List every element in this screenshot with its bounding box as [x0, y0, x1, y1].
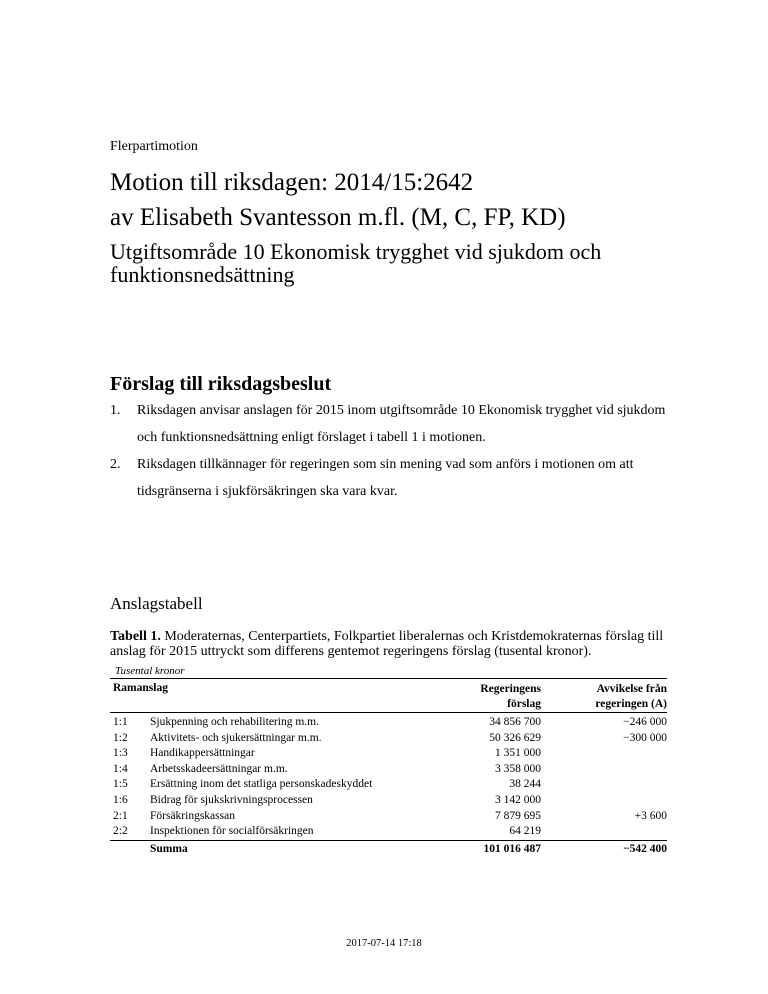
row-code: 1:5	[113, 778, 128, 791]
table-row	[110, 715, 667, 731]
table-row	[110, 746, 667, 762]
row-deviation-value: −300 000	[623, 731, 667, 744]
table-row	[110, 731, 667, 747]
sum-label: Summa	[150, 842, 188, 855]
table-caption	[110, 629, 670, 659]
row-code: 1:6	[113, 793, 128, 806]
row-government-value: 50 326 629	[489, 731, 541, 744]
row-name: Ersättning inom det statliga personskadeskyddet	[150, 778, 373, 791]
table-row	[110, 793, 667, 809]
proposal-number: 1.	[110, 403, 121, 418]
row-government-value: 3 358 000	[495, 762, 541, 775]
proposal-item	[110, 397, 670, 451]
row-government-value: 34 856 700	[489, 716, 541, 728]
table-row	[110, 824, 667, 840]
row-government-value: 3 142 000	[495, 793, 541, 806]
row-name: Handikappersättningar	[150, 747, 255, 760]
row-government-value: 1 351 000	[495, 747, 541, 760]
table-header	[110, 678, 667, 713]
proposal-item	[110, 451, 670, 505]
table-sum-row	[110, 840, 667, 858]
row-government-value: 7 879 695	[495, 809, 541, 822]
row-name: Aktivitets- och sjukersättningar m.m.	[150, 731, 322, 744]
row-name: Bidrag för sjukskrivningsprocessen	[150, 793, 313, 806]
row-code: 1:2	[113, 731, 128, 744]
appropriation-table	[110, 678, 667, 858]
table-row	[110, 777, 667, 793]
row-deviation-value: −246 000	[623, 716, 667, 728]
header-government-proposal: Regeringens förslag	[480, 683, 541, 710]
row-government-value: 38 244	[509, 778, 541, 791]
row-name: Inspektionen för socialförsäkringen	[150, 825, 314, 838]
row-code: 1:1	[113, 716, 128, 728]
topic-line-2: funktionsnedsättning	[110, 262, 295, 287]
table-row	[110, 809, 667, 825]
header-deviation: Avvikelse från regeringen (A)	[595, 683, 667, 710]
proposal-text: Riksdagen tillkännager för regeringen som sin mening vad som anförs i motionen om att tidsgränserna i sjukförsäkringen ska vara kvar.	[137, 457, 634, 499]
table-row	[110, 762, 667, 778]
proposal-number: 2.	[110, 457, 121, 472]
sum-government-value: 101 016 487	[483, 842, 541, 855]
row-code: 2:1	[113, 809, 128, 822]
row-code: 2:2	[113, 825, 128, 838]
row-name: Sjukpenning och rehabilitering m.m.	[150, 716, 319, 728]
table-caption-label: Tabell 1.	[110, 629, 161, 644]
table-body	[110, 713, 667, 840]
row-name: Försäkringskassan	[150, 809, 235, 822]
table-caption-text: Moderaternas, Centerpartiets, Folkpartiet liberalernas och Kristdemokraternas förslag till anslag för 2015 uttryckt som differens gentemot regeringens förslag (tusental kronor).	[110, 629, 664, 659]
table-section-heading: Anslagstabell	[110, 594, 203, 613]
table-unit: Tusental kronor	[115, 665, 185, 677]
header-ramanslag: Ramanslag	[113, 682, 168, 694]
document-authors: av Elisabeth Svantesson m.fl. (M, C, FP, KD)	[110, 204, 566, 231]
topic-line-1: Utgiftsområde 10 Ekonomisk trygghet vid sjukdom och	[110, 239, 602, 264]
row-government-value: 64 219	[509, 825, 541, 838]
row-code: 1:4	[113, 762, 128, 775]
row-code: 1:3	[113, 747, 128, 760]
document-title: Motion till riksdagen: 2014/15:2642	[110, 169, 474, 196]
proposal-text: Riksdagen anvisar anslagen för 2015 inom utgiftsområde 10 Ekonomisk trygghet vid sjukdom och funktionsnedsättning enligt förslaget i tabell 1 i motionen.	[137, 403, 666, 445]
document-kicker: Flerpartimotion	[110, 139, 198, 154]
proposals-heading: Förslag till riksdagsbeslut	[110, 373, 332, 395]
row-deviation-value: +3 600	[634, 809, 667, 822]
row-name: Arbetsskadeersättningar m.m.	[150, 762, 288, 775]
sum-deviation-value: −542 400	[623, 842, 667, 855]
footer-timestamp: 2017-07-14 17:18	[346, 938, 422, 949]
